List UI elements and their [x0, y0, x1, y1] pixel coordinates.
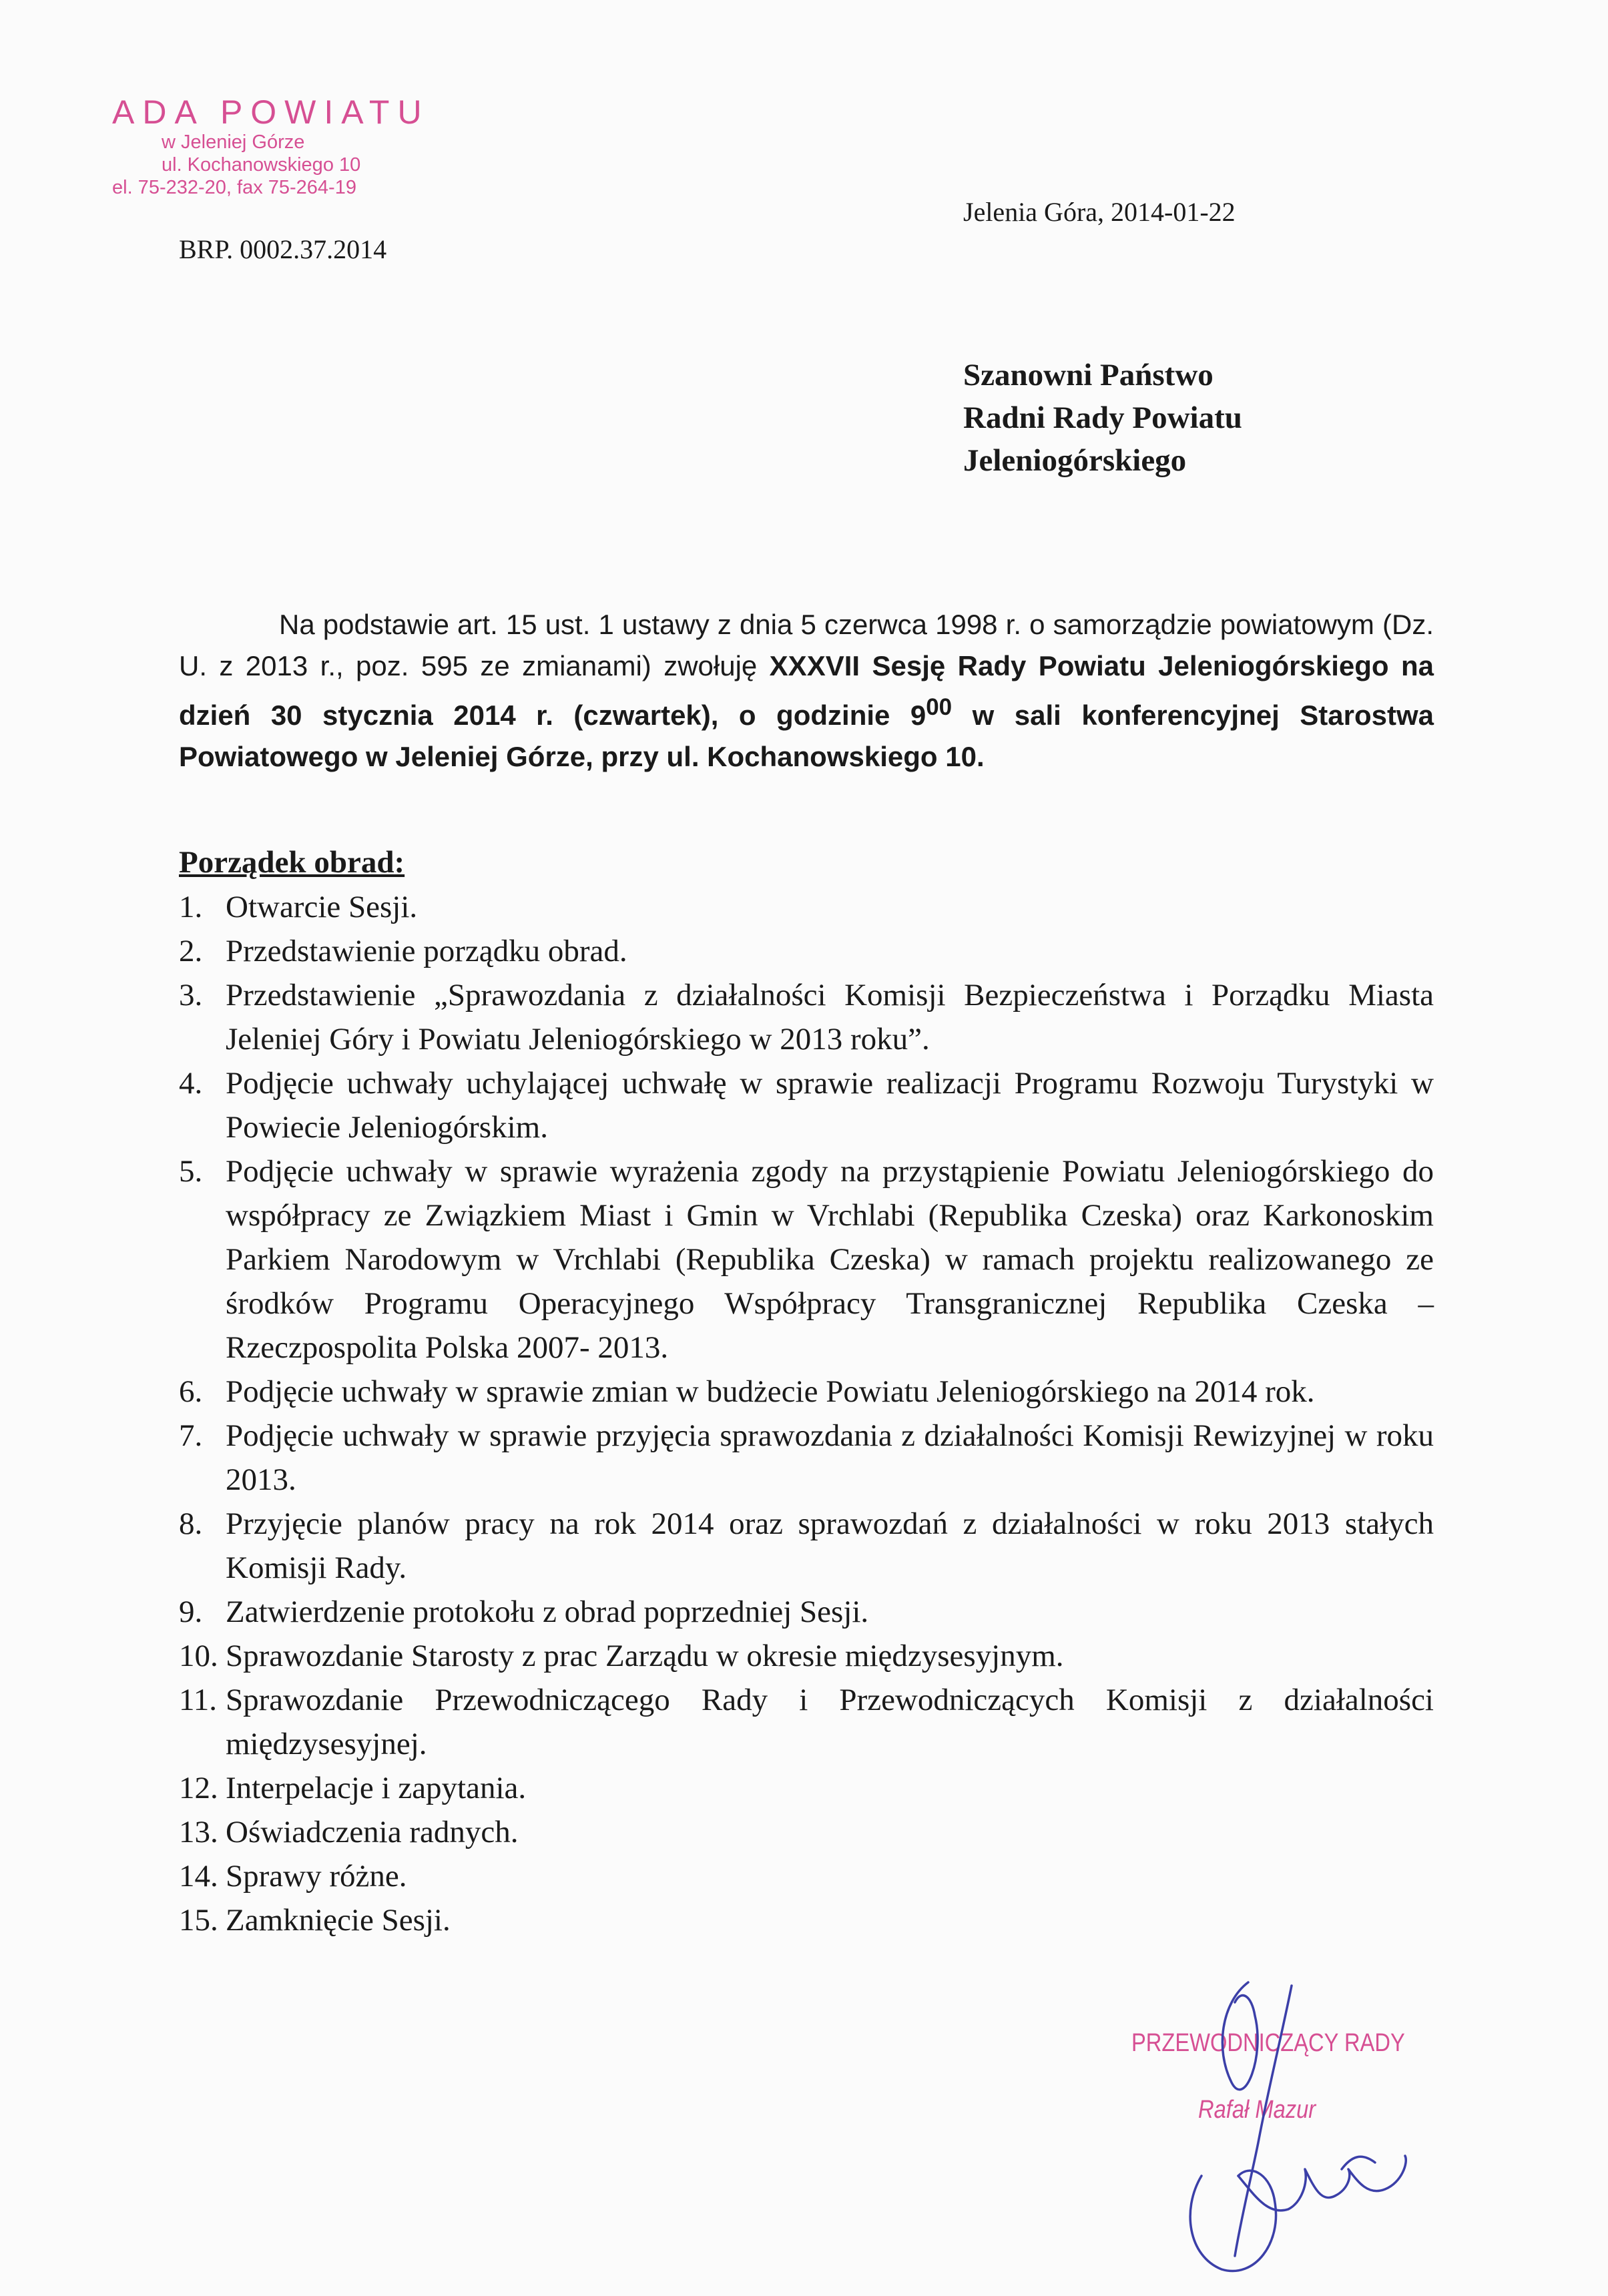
agenda-item-text: Przedstawienie porządku obrad. — [226, 934, 627, 968]
agenda-item-text: Oświadczenia radnych. — [226, 1815, 519, 1849]
agenda-item-text: Sprawozdanie Starosty z prac Zarządu w okresie międzysesyjnym. — [226, 1639, 1064, 1673]
agenda-item-text: Przyjęcie planów pracy na rok 2014 oraz sprawozdań z działalności w roku 2013 stałych Komisji Rady. — [226, 1506, 1434, 1585]
stamp-line-2: w Jeleniej Górze — [162, 131, 305, 153]
agenda-item-number: 8. — [179, 1506, 203, 1541]
agenda-item-number: 14. — [179, 1859, 218, 1894]
agenda-item — [179, 973, 1434, 1061]
agenda-item-number: 9. — [179, 1595, 203, 1629]
agenda-item — [179, 1766, 1434, 1810]
agenda-item-number: 6. — [179, 1374, 203, 1409]
addressee-line-1: Szanowni Państwo — [963, 358, 1214, 392]
intro-text-2 — [553, 699, 573, 731]
intro-bold-2: (czwartek), o godzinie 9 — [573, 699, 926, 731]
agenda-item — [179, 1898, 1434, 1942]
agenda-item-text: Otwarcie Sesji. — [226, 890, 418, 924]
letter-date: Jelenia Góra, 2014-01-22 — [963, 197, 1236, 227]
agenda-item-text: Podjęcie uchwały w sprawie zmian w budżecie Powiatu Jeleniogórskiego na 2014 rok. — [226, 1374, 1315, 1409]
signature-stamp-name: Rafał Mazur — [1198, 2096, 1316, 2124]
agenda-item-number: 3. — [179, 978, 203, 1013]
intro-hour-superscript: 00 — [926, 694, 953, 720]
agenda-item-number: 15. — [179, 1903, 218, 1938]
agenda-item-text: Zamknięcie Sesji. — [226, 1903, 451, 1938]
agenda-list — [179, 885, 1434, 1942]
addressee-block — [963, 354, 1242, 482]
agenda-item — [179, 1061, 1434, 1149]
agenda-item-text: Przedstawienie „Sprawozdania z działalności Komisji Bezpieczeństwa i Porządku Miasta Jeleniej Góry i Powiatu Jeleniogórskiego w 2013 roku”. — [226, 978, 1434, 1057]
agenda-item — [179, 1414, 1434, 1502]
agenda-item-number: 13. — [179, 1815, 218, 1849]
agenda-item — [179, 1370, 1434, 1414]
institution-stamp — [112, 93, 430, 199]
reference-number: BRP. 0002.37.2014 — [179, 234, 387, 264]
agenda-item-text: Sprawozdanie Przewodniczącego Rady i Przewodniczących Komisji z działalności międzysesyjnej. — [226, 1683, 1434, 1761]
agenda-item-number: 11. — [179, 1683, 218, 1717]
agenda-item-text: Interpelacje i zapytania. — [226, 1771, 527, 1805]
agenda-item-number: 2. — [179, 934, 203, 968]
agenda-item-number: 1. — [179, 890, 203, 924]
agenda-item-number: 7. — [179, 1418, 203, 1453]
agenda-item-number: 10. — [179, 1639, 218, 1673]
agenda-item — [179, 929, 1434, 973]
intro-text-1: Na podstawie art. 15 ust. 1 ustawy z dnia 5 czerwca 1998 r. o samorządzie powiatowym (Dz. U. z 2013 r., poz. 595 ze zmianami) zwołuję — [179, 609, 1434, 681]
agenda-item-number: 5. — [179, 1154, 203, 1189]
agenda-item — [179, 1854, 1434, 1898]
agenda-item — [179, 885, 1434, 929]
agenda-item-text: Podjęcie uchwały uchylającej uchwałę w sprawie realizacji Programu Rozwoju Turystyki w Powiecie Jeleniogórskim. — [226, 1066, 1434, 1145]
stamp-line-1: ADA POWIATU — [112, 93, 430, 131]
agenda-item-text: Podjęcie uchwały w sprawie przyjęcia sprawozdania z działalności Komisji Rewizyjnej w roku 2013. — [226, 1418, 1434, 1497]
intro-bold-3: w sali konferencyjnej Starostwa Powiatowego w Jeleniej Górze, przy ul. Kochanowskiego 10. — [179, 699, 1434, 772]
intro-bold-1: XXXVII Sesję Rady Powiatu Jeleniogórskiego na dzień 30 stycznia 2014 r. — [179, 650, 1434, 731]
agenda-item — [179, 1590, 1434, 1634]
agenda-item-text: Podjęcie uchwały w sprawie wyrażenia zgody na przystąpienie Powiatu Jeleniogórskiego do współpracy ze Związkiem Miast i Gmin w Vrchlabi (Republika Czeska) oraz Karkonoskim Parkiem Narodowym w Vrchlabi (Republika Czeska) w ramach projektu realizowanego ze środków Programu Operacyjnego Współpracy Transgranicznej Republika Czeska – Rzeczpospolita Polska 2007- 2013. — [226, 1154, 1434, 1365]
agenda-item-text: Sprawy różne. — [226, 1859, 407, 1894]
agenda-item — [179, 1502, 1434, 1590]
signature-stamp-role: PRZEWODNICZĄCY RADY — [1131, 2029, 1405, 2057]
stamp-line-4: el. 75-232-20, fax 75-264-19 — [112, 177, 356, 198]
intro-paragraph — [179, 604, 1434, 778]
agenda-item-text: Zatwierdzenie protokołu z obrad poprzedniej Sesji. — [226, 1595, 869, 1629]
stamp-line-3: ul. Kochanowskiego 10 — [162, 154, 361, 176]
agenda-item — [179, 1810, 1434, 1854]
agenda-item — [179, 1678, 1434, 1766]
agenda-item-number: 4. — [179, 1066, 203, 1101]
addressee-line-3: Jeleniogórskiego — [963, 443, 1187, 478]
agenda-title: Porządek obrad: — [179, 845, 405, 880]
handwritten-signature — [1121, 1976, 1455, 2296]
addressee-line-2: Radni Rady Powiatu — [963, 400, 1242, 435]
agenda-item — [179, 1634, 1434, 1678]
agenda-item-number: 12. — [179, 1771, 218, 1805]
agenda-item — [179, 1149, 1434, 1370]
